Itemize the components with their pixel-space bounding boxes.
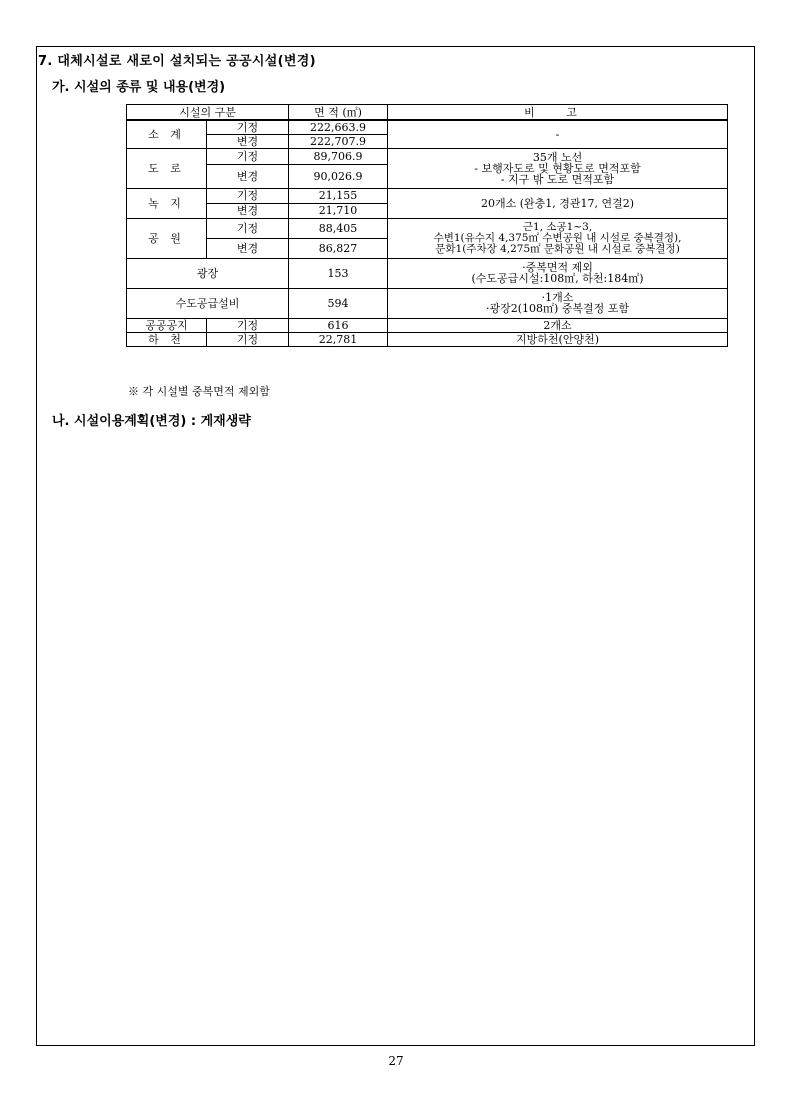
row-name-river: 하 천 [127, 332, 207, 346]
table-row [127, 318, 728, 332]
row-label: 기정 [207, 318, 289, 332]
table-row [127, 332, 728, 346]
table-row [127, 288, 728, 318]
table-row [127, 218, 728, 238]
remark-line: ·중복면적 제외 [522, 261, 593, 274]
row-name-subtotal: 소 계 [127, 120, 207, 148]
row-label: 기정 [207, 120, 289, 134]
row-area: 21,710 [289, 203, 388, 218]
row-remark [388, 218, 728, 258]
row-area: 89,706.9 [289, 148, 388, 164]
table-row [127, 120, 728, 134]
table-row [127, 188, 728, 203]
row-area: 594 [289, 288, 388, 318]
facility-table [126, 104, 728, 347]
subsection-a-title: 가. 시설의 종류 및 내용(변경) [52, 80, 226, 95]
row-name-green: 녹 지 [127, 188, 207, 218]
row-remark: - [388, 120, 728, 148]
row-remark [388, 258, 728, 288]
table-header-row [127, 105, 728, 121]
remark-line: 수변1(유수지 4,375㎡ 수변공원 내 시설로 중복결정), [433, 231, 682, 244]
row-remark: 20개소 (완충1, 경관17, 연결2) [388, 188, 728, 218]
remark-line: ·1개소 [541, 291, 574, 304]
header-area: 면 적 (㎡) [289, 105, 388, 121]
subsection-b-title: 나. 시설이용계획(변경) : 게재생략 [52, 414, 251, 429]
row-area: 222,663.9 [289, 120, 388, 134]
row-area: 88,405 [289, 218, 388, 238]
row-label: 기정 [207, 332, 289, 346]
row-name-park: 공 원 [127, 218, 207, 258]
remark-line: 근1, 소공1~3, [522, 220, 593, 233]
row-label: 기정 [207, 188, 289, 203]
row-area: 22,781 [289, 332, 388, 346]
header-remark: 비 고 [388, 105, 728, 121]
row-label: 기정 [207, 148, 289, 164]
row-name-water: 수도공급설비 [127, 288, 289, 318]
remark-line: - 지구 밖 도로 면적포함 [500, 172, 615, 186]
row-area: 616 [289, 318, 388, 332]
row-label: 변경 [207, 134, 289, 148]
remark-line: - 보행자도로 및 현황도로 면적포함 [474, 161, 641, 175]
header-category: 시설의 구분 [127, 105, 289, 121]
row-label: 변경 [207, 238, 289, 258]
remark-line: ·광장2(108㎡) 중복결정 포함 [485, 302, 630, 315]
remark-line: (수도공급시설:108㎡, 하천:184㎡) [471, 272, 644, 285]
row-remark: 2개소 [388, 318, 728, 332]
table-row [127, 258, 728, 288]
page-number: 27 [388, 1054, 404, 1068]
row-name-vacant: 공공공지 [127, 318, 207, 332]
row-remark: 지방하천(안양천) [388, 332, 728, 346]
table-row [127, 148, 728, 164]
row-remark [388, 288, 728, 318]
row-area: 21,155 [289, 188, 388, 203]
section-title: 7. 대체시설로 새로이 설치되는 공공시설(변경) [38, 54, 316, 69]
row-area: 222,707.9 [289, 134, 388, 148]
row-label: 변경 [207, 203, 289, 218]
row-label: 기정 [207, 218, 289, 238]
row-area: 153 [289, 258, 388, 288]
row-remark [388, 148, 728, 188]
row-area: 90,026.9 [289, 164, 388, 188]
remark-line: 35개 노선 [532, 150, 583, 164]
row-name-plaza: 광장 [127, 258, 289, 288]
row-name-road: 도 로 [127, 148, 207, 188]
remark-line: 문화1(주차장 4,275㎡ 문화공원 내 시설로 중복결정) [435, 242, 680, 255]
footnote: ※ 각 시설별 중복면적 제외함 [128, 385, 270, 398]
row-label: 변경 [207, 164, 289, 188]
row-area: 86,827 [289, 238, 388, 258]
